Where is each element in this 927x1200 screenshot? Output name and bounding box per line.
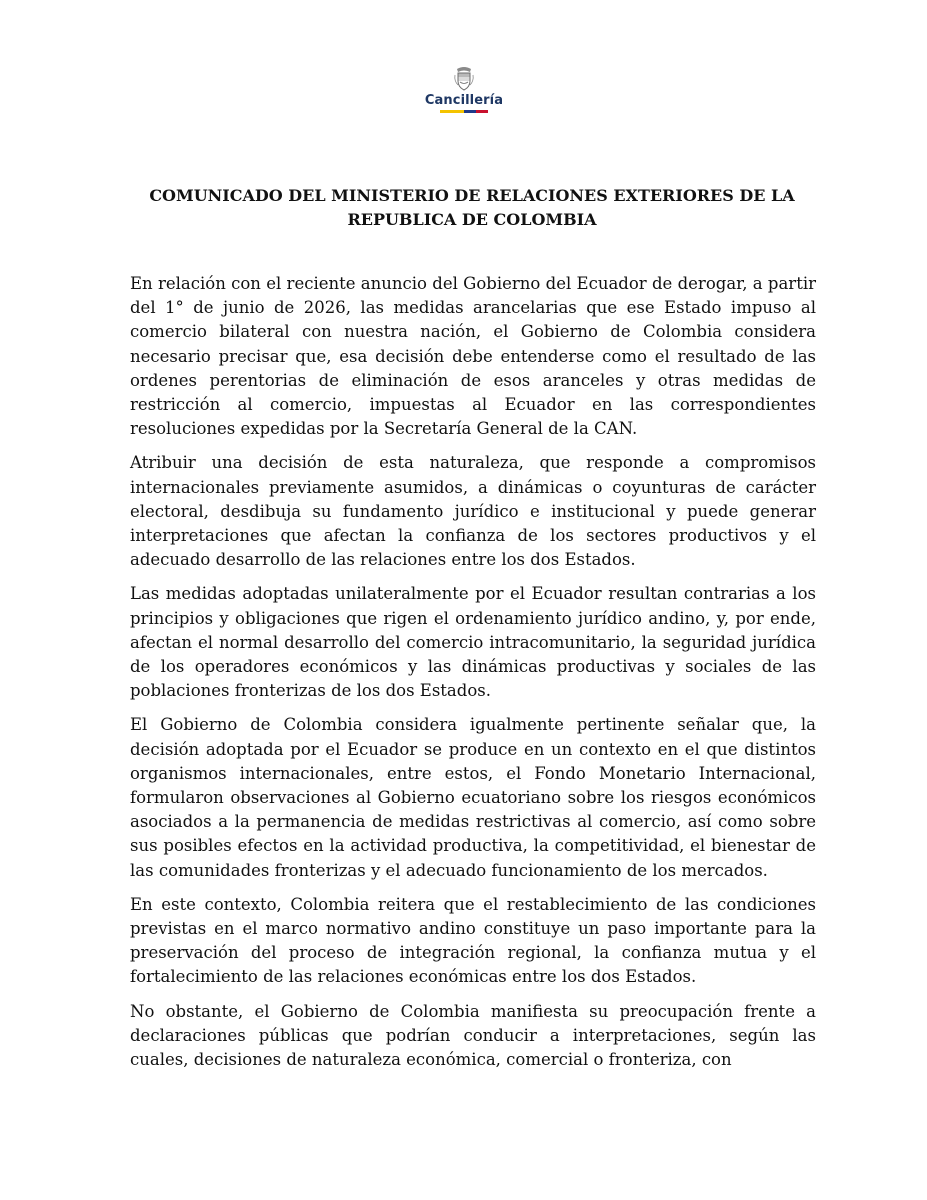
paragraph: No obstante, el Gobierno de Colombia manifiesta su preocupación frente a declaraciones públicas que podrían conducir a interpretaciones, según las cuales, decisiones de naturaleza económica, comercial o fronteriza, con: [130, 1001, 816, 1070]
paragraph: En relación con el reciente anuncio del Gobierno del Ecuador de derogar, a partir del 1° de junio de 2026, las medidas arancelarias que ese Estado impuso al comercio bilateral con nuestra nación, el Gobierno de Colombia considera necesario precisar que, esa decisión debe entenderse como el resultado de las ordenes perentorias de eliminación de esos aranceles y otras medidas de restricción al comercio, impuestas al Ecuador en las correspondientes resoluciones expedidas por la Secretaría General de la CAN.: [130, 274, 816, 439]
paragraph: Las medidas adoptadas unilateralmente por el Ecuador resultan contrarias a los principios y obligaciones que rigen el ordenamiento jurídico andino, y, por ende, afectan el normal desarrollo del comercio intracomunitario, la seguridad jurídica de los operadores económicos y las dinámicas productivas y sociales de las poblaciones fronterizas de los dos Estados.: [130, 584, 816, 701]
title-line-2: REPUBLICA DE COLOMBIA: [347, 210, 597, 229]
colombia-flag-stripe: [440, 110, 488, 113]
paragraph: En este contexto, Colombia reitera que el restablecimiento de las condiciones previstas en el marco normativo andino constituye un paso importante para la preservación del proceso de integración regional, la confianza mutua y el fortalecimiento de las relaciones económicas entre los dos Estados.: [130, 894, 816, 987]
paragraph: Atribuir una decisión de esta naturaleza, que responde a compromisos internacionales previamente asumidos, a dinámicas o coyunturas de carácter electoral, desdibuja su fundamento jurídico e institucional y puede generar interpretaciones que afectan la confianza de los sectores productivos y el adecuado desarrollo de las relaciones entre los dos Estados.: [130, 453, 816, 570]
coat-of-arms-icon: [453, 66, 475, 92]
document-title: [130, 184, 814, 232]
logo-wordmark: Cancillería: [424, 93, 504, 108]
title-line-1: COMUNICADO DEL MINISTERIO DE RELACIONES EXTERIORES DE LA: [149, 186, 795, 205]
document-body: [130, 272, 816, 1082]
cancilleria-logo: [412, 66, 516, 120]
paragraph: El Gobierno de Colombia considera igualmente pertinente señalar que, la decisión adoptada por el Ecuador se produce en un contexto en el que distintos organismos internacionales, entre estos, el Fondo Monetario Internacional, formularon observaciones al Gobierno ecuatoriano sobre los riesgos económicos asociados a la permanencia de medidas restrictivas al comercio, así como sobre sus posibles efectos en la actividad productiva, la competitividad, el bienestar de las comunidades fronterizas y el adecuado funcionamiento de los mercados.: [130, 715, 816, 880]
